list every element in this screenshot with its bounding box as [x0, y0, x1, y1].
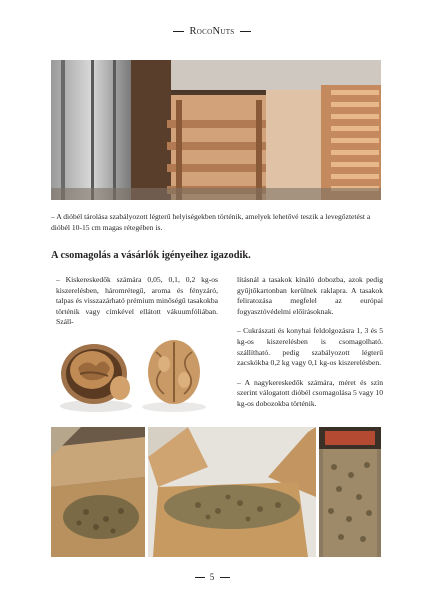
right-paragraph-3: – A nagykereskedők számára, méret és szín szerint válogatott dióbél csomagolása 5 vagy 10 kg-os dobozokba történik.	[237, 377, 383, 408]
page-footer	[0, 572, 424, 582]
section-title: A csomagolás a vásárlók igényeihez igazodik.	[51, 250, 251, 261]
photo-caption: – A dióbél tárolása szabályozott légterű helyiségekben történik, amelyek lehetővé teszik a levegőztetést a dióbél 10-15 cm magas rétegében is.	[51, 212, 371, 232]
header-dash-left	[173, 31, 184, 32]
box-photo-left	[51, 427, 145, 557]
left-column	[56, 275, 218, 337]
running-header	[0, 26, 424, 37]
right-paragraph-2: – Cukrászati és konyhai feldolgozásra 1, 3 és 5 kg-os kiszerelésben is csomagolható. szállítható. pedig szabályozott légterű zacskókba 0,2 kg vagy 0,1 kg-os kiszerelésben.	[237, 326, 383, 368]
header-dash-right	[240, 31, 251, 32]
box-photo-center	[148, 427, 316, 557]
footer-dash-right	[220, 577, 230, 578]
header-brand: RocoNuts	[189, 26, 235, 37]
footer-dash-left	[195, 577, 205, 578]
drying-room-photo	[51, 60, 381, 200]
bag-photo-right	[319, 427, 381, 557]
walnut-photo	[56, 330, 218, 414]
page-number: 5	[209, 572, 215, 582]
right-paragraph-1: lításnál a tasakok kínáló dobozba, azok pedig gyűjtőkartonban kerülnek raklapra. A tasakok feliratozása megfelel az európai fogyasztóvédelmi előírásoknak.	[237, 275, 383, 316]
left-paragraph: – Kiskereskedők számára 0,05, 0,1, 0,2 kg-os kiszerelésben, háromrétegű, aroma és fényzáró, talpas és visszazárható prémium minőségű tasakokba történik vagy címkével ellátott vákuumfóliában. Száll-	[56, 275, 218, 327]
right-column	[237, 275, 383, 419]
